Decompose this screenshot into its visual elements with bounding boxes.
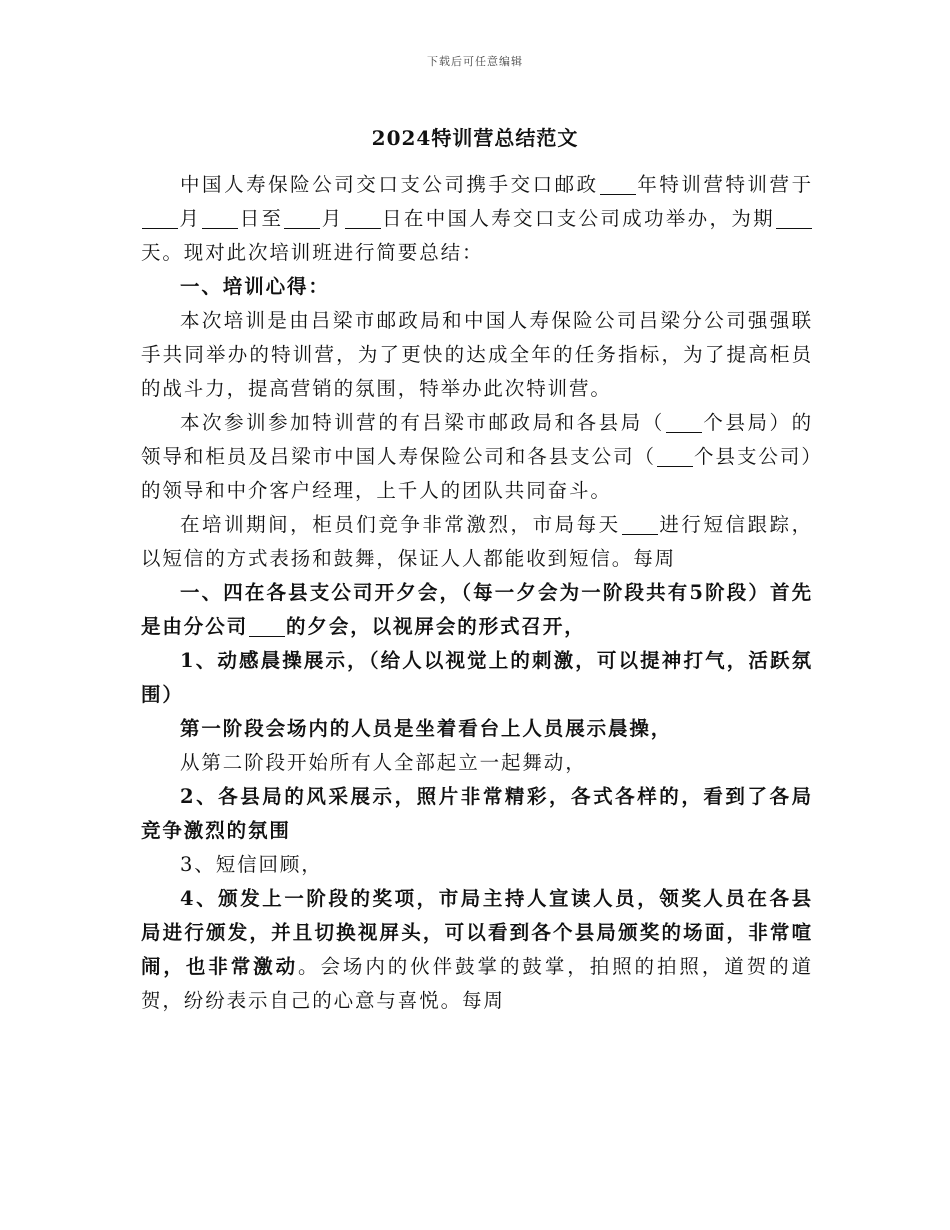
intro-paragraph xyxy=(141,168,813,270)
evening-meeting-paragraph xyxy=(141,576,813,644)
item-award-ceremony xyxy=(141,882,813,1018)
participants-text-3: 个县支公司）的领导和中介客户经理，上千人的团队共同奋斗。 xyxy=(141,445,813,502)
blank-field xyxy=(776,208,812,229)
intro-text-7: 天。现对此次培训班进行简要总结： xyxy=(141,241,484,264)
document-title: 2024特训营总结范文 xyxy=(371,126,579,150)
item-morning-exercise: 1、动感晨操展示，（给人以视觉上的刺激，可以提神打气，活跃氛围） xyxy=(141,649,813,706)
blank-field xyxy=(345,208,381,229)
intro-text-4: 日至 xyxy=(239,207,284,230)
blank-field xyxy=(284,208,320,229)
blank-field xyxy=(622,514,658,535)
stage-one-paragraph: 第一阶段会场内的人员是坐着看台上人员展示晨操， xyxy=(180,717,673,740)
participants-text-1: 本次参训参加特训营的有吕梁市邮政局和各县局（ xyxy=(180,411,665,434)
intro-text-6: 日在中国人寿交口支公司成功举办，为期 xyxy=(381,207,775,230)
blank-field xyxy=(666,412,702,433)
stage-two-paragraph: 从第二阶段开始所有人全部起立一起舞动， xyxy=(180,751,587,774)
header-note: 下载后可任意编辑 xyxy=(427,55,523,68)
meeting-text-2: 的夕会，以视屏会的形式召开， xyxy=(286,615,586,638)
intro-text-2: 年特训营特训营于 xyxy=(636,173,813,196)
meeting-text-1: 一、四在各县支公司开夕会，（每一夕会为一阶段共有5阶段）首先是由分公司 xyxy=(141,581,813,638)
participants-paragraph xyxy=(141,406,813,508)
intro-text-1: 中国人寿保险公司交口支公司携手交口邮政 xyxy=(180,173,599,196)
item-county-showcase: 2、各县局的风采展示，照片非常精彩，各式各样的，看到了各局竞争激烈的氛围 xyxy=(141,785,813,842)
training-purpose-paragraph: 本次培训是由吕梁市邮政局和中国人寿保险公司吕梁分公司强强联手共同举办的特训营，为了更快的达成全年的任务指标，为了提高柜员的战斗力，提高营销的氛围，特举办此次特训营。 xyxy=(141,309,813,400)
award-text-bold: 4、颁发上一阶段的奖项，市局主持人宣读人员，领奖人员在各县局进行颁发，并且切换视屏头，可以看到各个县局颁奖的场面，非常喧闹，也非常激动 xyxy=(141,887,813,978)
training-period-paragraph xyxy=(141,508,813,576)
participants-text-2: 个县局）的领导和柜员及吕梁市中国人寿保险公司和各县支公司（ xyxy=(141,411,813,468)
intro-text-3: 月 xyxy=(179,207,202,230)
blank-field xyxy=(202,208,238,229)
intro-text-5: 月 xyxy=(321,207,344,230)
blank-field xyxy=(657,446,693,467)
document-body xyxy=(141,168,813,1018)
period-text-2: 进行短信跟踪，以短信的方式表扬和鼓舞，保证人人都能收到短信。每周 xyxy=(141,513,813,570)
blank-field xyxy=(249,616,285,637)
section-heading: 一、培训心得： xyxy=(180,275,330,298)
blank-field xyxy=(600,174,636,195)
blank-field xyxy=(142,208,178,229)
award-text-normal: 。会场内的伙伴鼓掌的鼓掌，拍照的拍照，道贺的道贺，纷纷表示自己的心意与喜悦。每周 xyxy=(141,955,813,1012)
item-sms-review: 3、短信回顾， xyxy=(180,853,323,876)
period-text-1: 在培训期间，柜员们竞争非常激烈，市局每天 xyxy=(180,513,621,536)
